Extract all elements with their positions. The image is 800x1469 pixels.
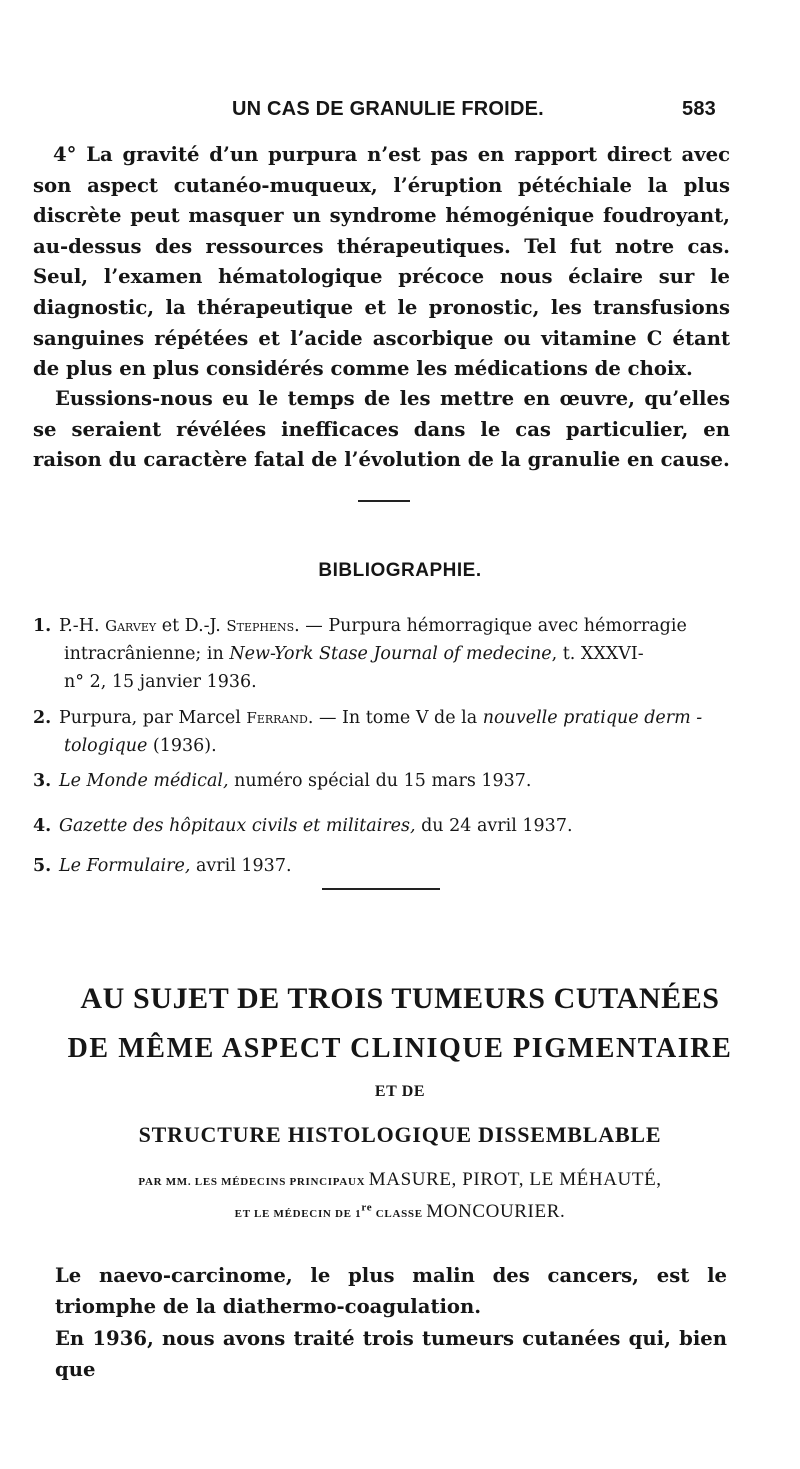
book-title: nouvelle pratique derm - bbox=[482, 708, 703, 728]
entry-continuation bbox=[33, 732, 733, 760]
entry-text: P.-H. bbox=[59, 616, 106, 636]
article-title-line-1: AU SUJET DE TROIS TUMEURS CUTANÉES bbox=[80, 982, 720, 1015]
journal-title: Le Monde médical, bbox=[59, 771, 229, 791]
article-title-line-4: STRUCTURE HISTOLOGIQUE DISSEMBLABLE bbox=[138, 1122, 662, 1147]
entry-text: intracrânienne; in bbox=[64, 644, 230, 664]
entry-continuation bbox=[33, 640, 733, 668]
paragraph-conclusion-final: Eussions-nous eu le temps de les mettre en œuvre, qu’elles se seraient révélées inefficaces dans le cas particulier, en raison du caractère fatal de l’évolution de la granulie en cause. bbox=[33, 387, 730, 472]
author-name: Stephens bbox=[226, 617, 295, 635]
authors-line-2 bbox=[0, 1201, 800, 1223]
journal-title: Gazette des hôpitaux civils et militaires, bbox=[59, 816, 416, 836]
bibliography-entry-4 bbox=[33, 812, 733, 840]
author-rank-text: ET LE MÉDECIN DE 1 bbox=[234, 1208, 362, 1220]
entry-continuation: n° 2, 15 janvier 1936. bbox=[64, 672, 257, 692]
entry-text: numéro spécial du 15 mars 1937. bbox=[228, 771, 532, 791]
author-rank-text: PAR MM. LES MÉDECINS PRINCIPAUX bbox=[138, 1176, 369, 1188]
entry-text: . — In tome V de la bbox=[307, 708, 483, 728]
entry-number: 4. bbox=[33, 816, 52, 836]
author-names: MASURE, PIROT, LE MÉHAUTÉ, bbox=[368, 1169, 662, 1190]
book-title: tologique bbox=[64, 736, 148, 756]
entry-text: . — Purpura hémorragique avec hémorragie bbox=[294, 616, 687, 636]
entry-number: 5. bbox=[33, 856, 52, 876]
running-title: UN CAS DE GRANULIE FROIDE. bbox=[232, 98, 544, 120]
paragraph-conclusion-4: 4° La gravité d’un purpura n’est pas en rapport direct avec son aspect cutanéo-muqueux, l’éruption pétéchiale la plus discrète peut masquer un syndrome hémogénique foudroyant, au-dessus des ressources thérapeutiques. Tel fut notre cas. Seul, l’examen hématologique précoce nous éclaire sur le diagnostic, la thérapeutique et le pronostic, les transfusions sanguines répétées et l’acide ascorbique ou vitamine C étant de plus en plus considérés comme les médications de choix. bbox=[33, 143, 730, 381]
entry-text: Purpura, par Marcel bbox=[59, 708, 247, 728]
bibliography-heading: BIBLIOGRAPHIE. bbox=[318, 560, 482, 581]
page-number: 583 bbox=[682, 98, 716, 120]
authors-line-1 bbox=[0, 1169, 800, 1191]
entry-text: (1936). bbox=[147, 736, 217, 756]
author-name: Ferrand bbox=[246, 709, 308, 727]
article-title-line-2: DE MÊME ASPECT CLINIQUE PIGMENTAIRE bbox=[67, 1033, 733, 1064]
running-header bbox=[0, 98, 800, 128]
entry-number: 2. bbox=[33, 708, 52, 728]
journal-title: Le Formulaire, bbox=[59, 856, 191, 876]
ordinal-superscript: re bbox=[361, 1201, 373, 1214]
bibliography-entry-3 bbox=[33, 767, 733, 795]
bibliography-entry-5 bbox=[33, 852, 733, 880]
article-paragraph-1: Le naevo-carcinome, le plus malin des cancers, est le triomphe de la diathermo-coagulation. bbox=[55, 1264, 727, 1318]
article-divider bbox=[322, 888, 440, 890]
author-name: Garvey bbox=[105, 617, 157, 635]
author-names: MONCOURIER. bbox=[426, 1201, 566, 1222]
entry-text: , t. XXXVI- bbox=[551, 644, 644, 664]
author-rank-text: CLASSE bbox=[372, 1208, 427, 1220]
article-title-line-3: ET DE bbox=[374, 1083, 426, 1100]
entry-text: du 24 avril 1937. bbox=[415, 816, 573, 836]
bibliography-entry-2 bbox=[33, 704, 733, 760]
entry-number: 3. bbox=[33, 771, 52, 791]
bibliography-entry-1 bbox=[33, 612, 733, 696]
article-paragraph-2: En 1936, nous avons traité trois tumeurs cutanées qui, bien que bbox=[55, 1327, 727, 1381]
entry-text: et D.-J. bbox=[156, 616, 227, 636]
journal-title: New-York Stase Journal of medecine bbox=[229, 644, 552, 664]
entry-text: avril 1937. bbox=[190, 856, 292, 876]
entry-number: 1. bbox=[33, 616, 52, 636]
section-divider bbox=[358, 500, 410, 502]
